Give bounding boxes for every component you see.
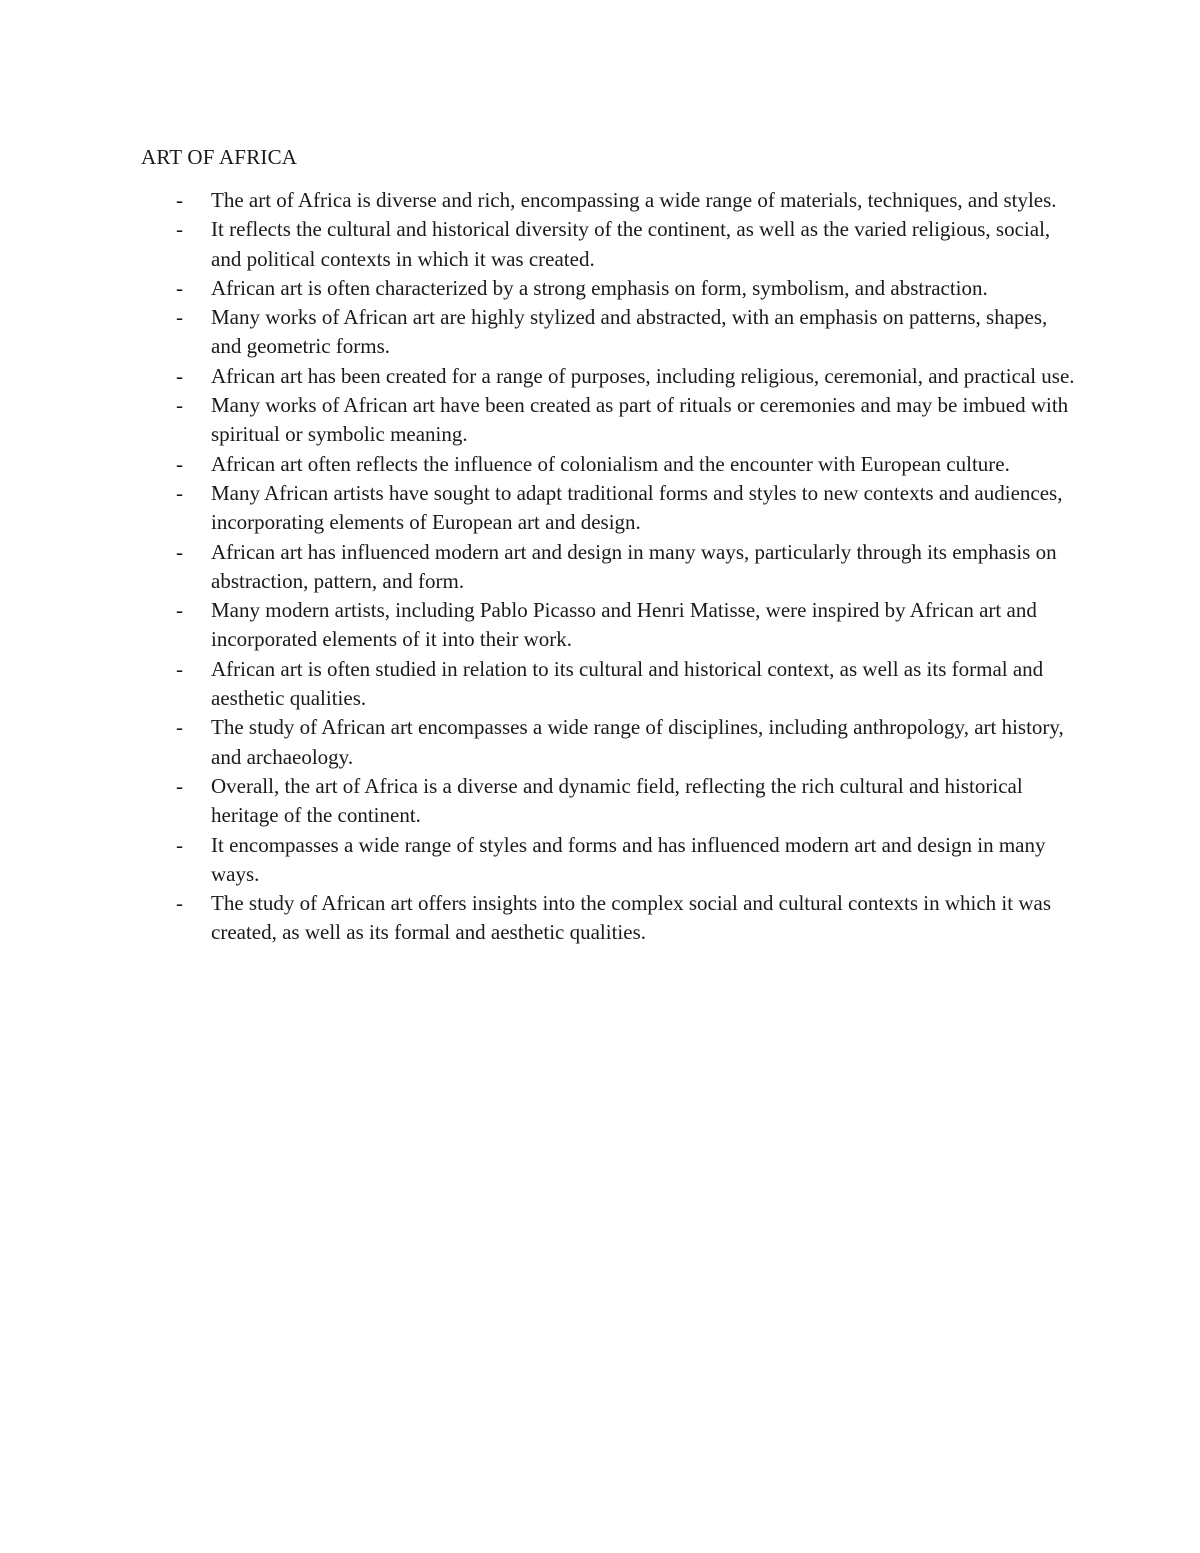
- list-item-text: Many African artists have sought to adapt traditional forms and styles to new contexts and audiences, incorporating elements of European art and design.: [211, 480, 1063, 535]
- list-item-text: Many works of African art are highly stylized and abstracted, with an emphasis on patterns, shapes, and geometric forms.: [211, 305, 1048, 359]
- list-item: [176, 479, 1076, 538]
- list-item: [176, 186, 1076, 215]
- bullet-dash: -: [176, 773, 183, 798]
- bullet-dash: -: [176, 656, 183, 681]
- document-title: ART OF AFRICA: [141, 145, 298, 169]
- list-item: [176, 362, 1076, 391]
- bullet-list: [176, 186, 1076, 948]
- list-item-text: African art has been created for a range of purposes, including religious, ceremonial, and practical use.: [211, 363, 1075, 388]
- list-item-text: It encompasses a wide range of styles and forms and has influenced modern art and design in many ways.: [211, 832, 1046, 886]
- list-item: [176, 596, 1076, 655]
- list-item: [176, 538, 1076, 597]
- bullet-dash: -: [176, 891, 183, 916]
- list-item-text: The study of African art encompasses a wide range of disciplines, including anthropology, art history, and archaeology.: [211, 715, 1064, 769]
- bullet-dash: -: [176, 832, 183, 857]
- bullet-dash: -: [176, 188, 183, 212]
- list-item-text: Many works of African art have been created as part of rituals or ceremonies and may be imbued with spiritual or symbolic meaning.: [211, 393, 1069, 447]
- list-item-text: It reflects the cultural and historical diversity of the continent, as well as the varied religious, social, and political contexts in which it was created.: [211, 217, 1051, 271]
- bullet-dash: -: [176, 363, 183, 388]
- list-item-text: African art has influenced modern art and design in many ways, particularly through its emphasis on abstraction, pattern, and form.: [211, 539, 1057, 593]
- list-item-text: African art is often studied in relation to its cultural and historical context, as well as its formal and aesthetic qualities.: [211, 656, 1044, 711]
- list-item: [176, 889, 1076, 948]
- list-item: [176, 713, 1076, 772]
- list-item-text: The art of Africa is diverse and rich, encompassing a wide range of materials, techniques, and styles.: [211, 188, 1057, 212]
- bullet-dash: -: [176, 393, 183, 418]
- list-item-text: Overall, the art of Africa is a diverse and dynamic field, reflecting the rich cultural and historical heritage of the continent.: [211, 773, 1023, 828]
- bullet-dash: -: [176, 539, 183, 564]
- list-item-text: African art often reflects the influence of colonialism and the encounter with European culture.: [211, 451, 1010, 476]
- bullet-dash: -: [176, 305, 183, 330]
- bullet-dash: -: [176, 715, 183, 740]
- list-item: [176, 215, 1076, 274]
- bullet-dash: -: [176, 451, 183, 476]
- bullet-dash: -: [176, 598, 183, 623]
- list-item: [176, 450, 1076, 479]
- bullet-dash: -: [176, 480, 183, 505]
- list-item: [176, 655, 1076, 714]
- list-item: [176, 274, 1076, 303]
- bullet-dash: -: [176, 275, 183, 300]
- list-item: [176, 772, 1076, 831]
- list-item: [176, 831, 1076, 890]
- list-item-text: The study of African art offers insights into the complex social and cultural contexts in which it was created, as well as its formal and aesthetic qualities.: [211, 891, 1051, 945]
- list-item: [176, 303, 1076, 362]
- list-item-text: African art is often characterized by a strong emphasis on form, symbolism, and abstraction.: [211, 275, 988, 300]
- list-item-text: Many modern artists, including Pablo Picasso and Henri Matisse, were inspired by African art and incorporated elements of it into their work.: [211, 598, 1037, 652]
- bullet-dash: -: [176, 217, 183, 242]
- list-item: [176, 391, 1076, 450]
